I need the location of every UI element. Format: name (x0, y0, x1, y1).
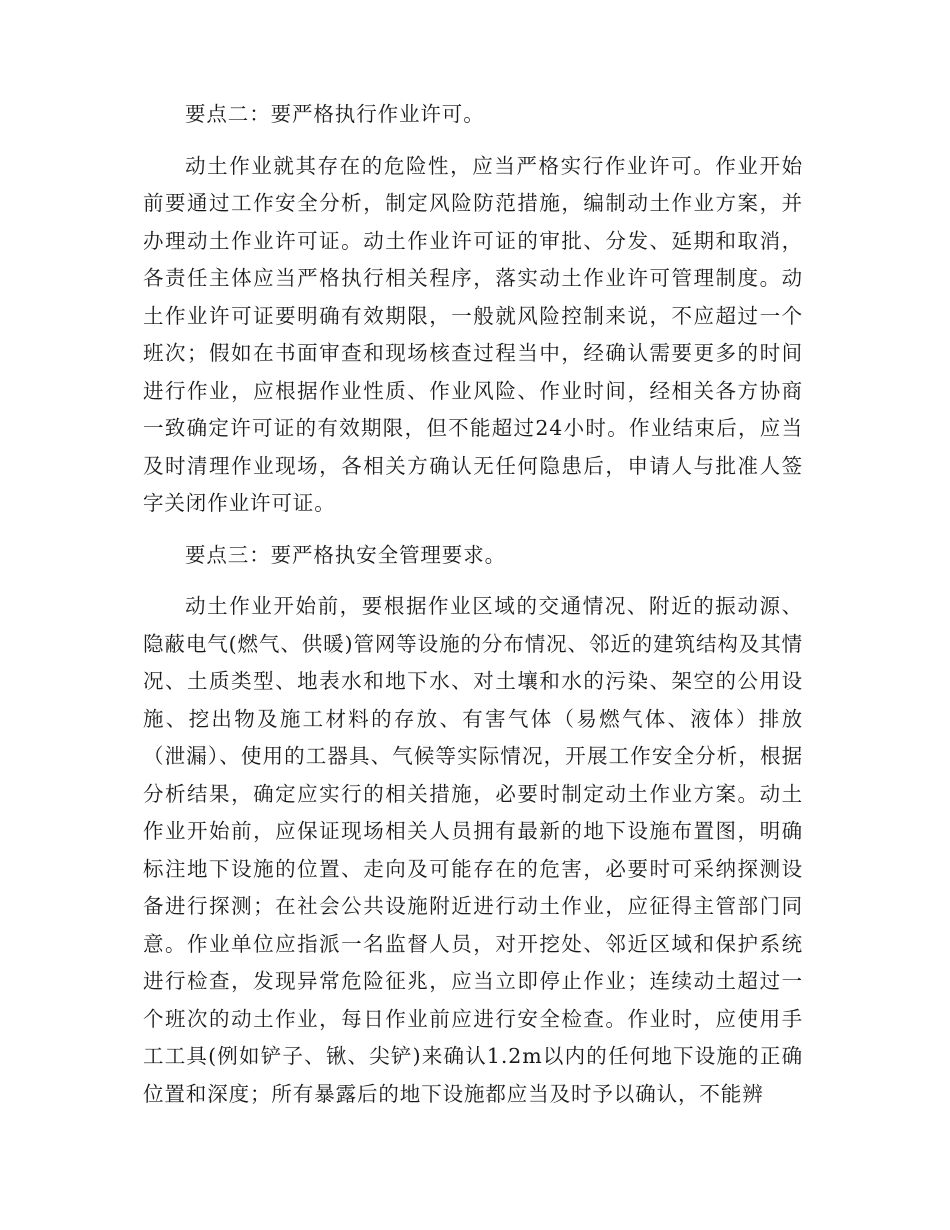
document-page (143, 96, 803, 1127)
section-body-2: 动土作业就其存在的危险性，应当严格实行作业许可。作业开始前要通过工作安全分析，制定风险防范措施，编制动土作业方案，并办理动土作业许可证。动土作业许可证的审批、分发、延期和取消，各责任主体应当严格执行相关程序，落实动土作业许可管理制度。动土作业许可证要明确有效期限，一般就风险控制来说，不应超过一个班次；假如在书面审查和现场核查过程当中，经确认需要更多的时间进行作业，应根据作业性质、作业风险、作业时间，经相关各方协商一致确定许可证的有效期限，但不能超过24小时。作业结束后，应当及时清理作业现场，各相关方确认无任何隐患后，申请人与批准人签字关闭作业许可证。 (143, 153, 803, 515)
section-heading-3: 要点三：要严格执安全管理要求。 (185, 542, 506, 567)
section-heading-2: 要点二：要严格执行作业许可。 (185, 102, 485, 126)
section-body-3: 动土作业开始前，要根据作业区域的交通情况、附近的振动源、隐蔽电气(燃气、供暖)管网等设施的分布情况、邻近的建筑结构及其情况、土质类型、地表水和地下水、对土壤和水的污染、架空的公用设施、挖出物及施工材料的存放、有害气体（易燃气体、液体）排放（泄漏）、使用的工器具、气候等实际情况，开展工作安全分析，根据分析结果，确定应实行的相关措施，必要时制定动土作业方案。动土作业开始前，应保证现场相关人员拥有最新的地下设施布置图，明确标注地下设施的位置、走向及可能存在的危害，必要时可采纳探测设备进行探测；在社会公共设施附近进行动土作业，应征得主管部门同意。作业单位应指派一名监督人员，对开挖处、邻近区域和保护系统进行检查，发现异常危险征兆，应当立即停止作业；连续动土超过一个班次的动土作业，每日作业前应进行安全检查。作业时，应使用手工工具(例如铲子、锹、尖铲)来确认1.2m以内的任何地下设施的正确位置和深度；所有暴露后的地下设施都应当及时予以确认，不能辨 (143, 594, 803, 1106)
